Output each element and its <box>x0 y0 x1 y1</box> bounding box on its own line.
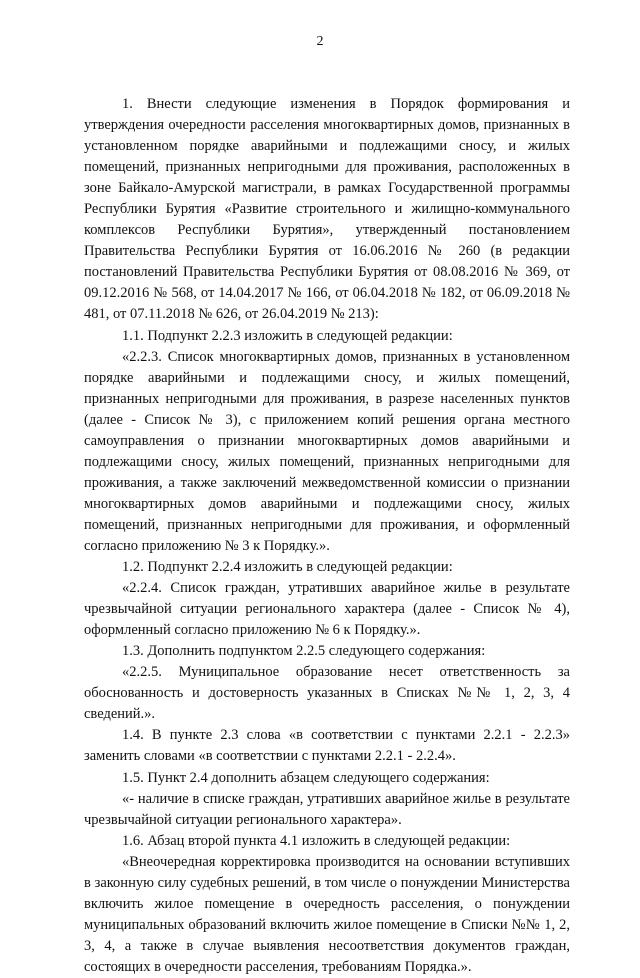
paragraph-subitem-1-4: 1.4. В пункте 2.3 слова «в соответствии с пунктами 2.2.1 - 2.2.3» заменить словами «в соответствии с пунктами 2.2.1 - 2.2.4». <box>84 727 570 765</box>
paragraph-quote-2-2-4: «2.2.4. Список граждан, утративших аварийное жилье в результате чрезвычайной ситуации регионального характера (далее - Список № 4), оформленный согласно приложению № 6 к Порядку.». <box>84 580 570 639</box>
paragraph-subitem-1-2: 1.2. Подпункт 2.2.4 изложить в следующей редакции: <box>122 559 453 576</box>
paragraph-quote-2-2-3: «2.2.3. Список многоквартирных домов, признанных в установленном порядке аварийными и подлежащими сносу, и жилых помещений, признанных непригодными для проживания, в разрезе населенных пунктов (далее - Список № 3), с приложением копий решения органа местного самоуправления о признании многоквартирных домов аварийными и подлежащими сносу, жилых помещений, признанных непригодными для проживания, а также заключений межведомственной комиссии о признании многоквартирных домов аварийными и подлежащими сносу, жилых помещений, признанных непригодными для проживания, и оформленный согласно приложению № 3 к Порядку.». <box>84 348 570 554</box>
paragraph-subitem-1-3: 1.3. Дополнить подпунктом 2.2.5 следующего содержания: <box>122 643 486 660</box>
paragraph-item-1-intro: 1. Внести следующие изменения в Порядок формирования и утверждения очередности расселения многоквартирных домов, признанных в установленном порядке аварийными и подлежащими сносу, и жилых помещений, признанных непригодными для проживания, расположенных в зоне Байкало-Амурской магистрали, в рамках Государственной программы Республики Бурятия «Развитие строительного и жилищно-коммунального комплексов Республики Бурятия», утвержденный постановлением Правительства Республики Бурятия от 16.06.2016 № 260 (в редакции постановлений Правительства Республики Бурятия от 08.08.2016 № 369, от 09.12.2016 № 568, от 14.04.2017 № 166, от 06.04.2018 № 182, от 06.09.2018 № 481, от 07.11.2018 № 626, от 26.04.2019 № 213): <box>84 96 570 323</box>
paragraph-quote-2-2-5: «2.2.5. Муниципальное образование несет ответственность за обоснованность и достоверность указанных в Списках №№ 1, 2, 3, 4 сведений.». <box>84 664 570 723</box>
paragraph-subitem-1-5: 1.5. Пункт 2.4 дополнить абзацем следующего содержания: <box>122 769 490 786</box>
paragraph-quote-4-1: «Внеочередная корректировка производится на основании вступивших в законную силу судебных решений, в том числе о понуждении Министерства включить жилое помещение в очередность расселения, о понуждении муниципальных образований включить жилое помещение в Списки №№ 1, 2, 3, 4, а также в случае выявления несоответствия документов граждан, состоящих в очередности расселения, требованиям Порядка.». <box>84 853 570 975</box>
paragraph-subitem-1-1: 1.1. Подпункт 2.2.3 изложить в следующей редакции: <box>122 327 453 344</box>
document-body <box>84 94 570 978</box>
paragraph-quote-2-4-addition: «- наличие в списке граждан, утративших аварийное жилье в результате чрезвычайной ситуации регионального характера». <box>84 790 570 828</box>
paragraph-subitem-1-6: 1.6. Абзац второй пункта 4.1 изложить в следующей редакции: <box>122 832 511 849</box>
page-number: 2 <box>316 34 324 49</box>
